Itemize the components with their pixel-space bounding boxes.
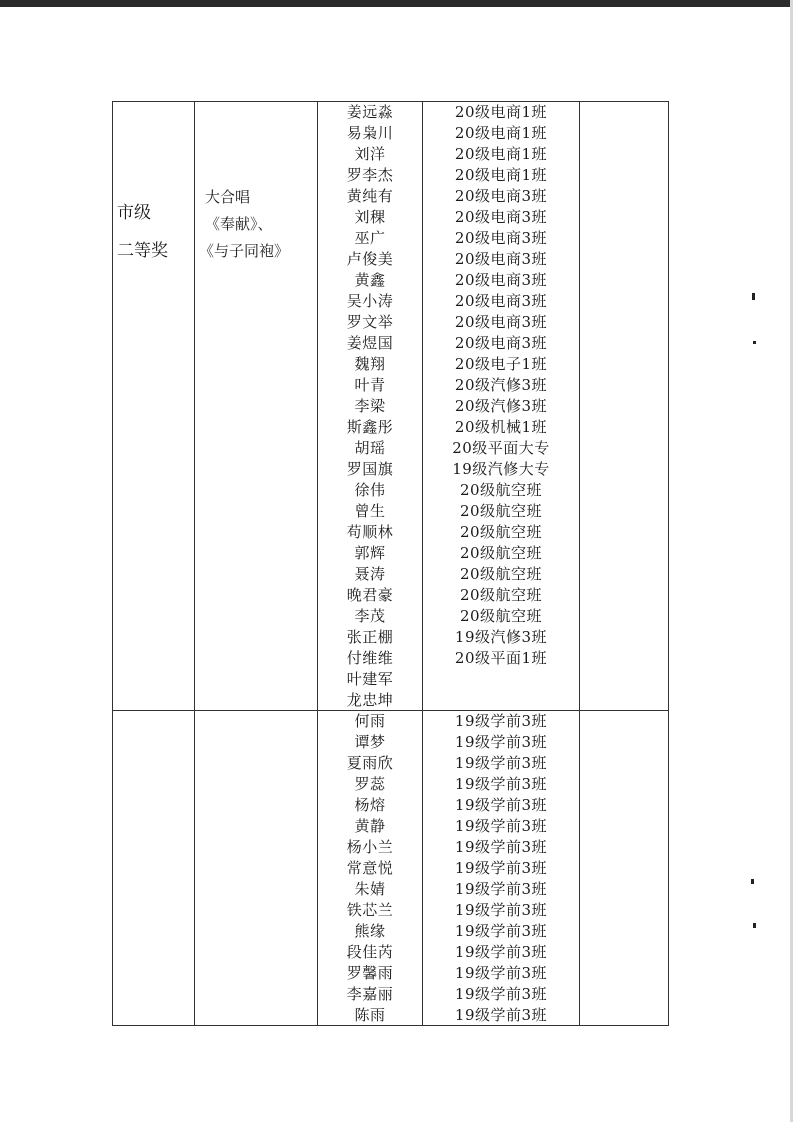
student-name: 斯鑫彤 xyxy=(346,418,394,436)
program-cell xyxy=(195,711,318,1026)
student-name: 黄纯有 xyxy=(346,187,394,205)
class-name: 20级电商3班 xyxy=(454,229,548,247)
class-name: 20级机械1班 xyxy=(454,418,548,436)
names-cell xyxy=(318,711,423,1026)
scan-top-edge xyxy=(0,0,793,7)
class-name: 20级航空班 xyxy=(459,586,543,604)
student-name: 刘洋 xyxy=(354,145,386,163)
student-name: 李嘉丽 xyxy=(346,985,394,1003)
award-group-row xyxy=(113,102,669,711)
names-list xyxy=(318,102,422,710)
class-name: 19级学前3班 xyxy=(454,712,548,730)
class-name: 19级学前3班 xyxy=(454,817,548,835)
class-name: 20级电商3班 xyxy=(454,292,548,310)
student-name: 叶青 xyxy=(354,376,386,394)
student-name: 黄鑫 xyxy=(354,271,386,289)
class-name: 20级电商3班 xyxy=(454,313,548,331)
class-name: 20级电商1班 xyxy=(454,166,548,184)
class-name: 19级学前3班 xyxy=(454,859,548,877)
remarks-cell xyxy=(580,711,669,1026)
class-name: 19级学前3班 xyxy=(454,964,548,982)
student-name: 姜远淼 xyxy=(346,103,394,121)
student-name: 罗蕊 xyxy=(354,775,386,793)
remarks-cell xyxy=(580,102,669,711)
class-name: 19级学前3班 xyxy=(454,733,548,751)
student-name: 易枭川 xyxy=(346,124,394,142)
classes-list xyxy=(423,102,579,710)
student-name: 谭梦 xyxy=(354,733,386,751)
class-name: 20级航空班 xyxy=(459,502,543,520)
scan-speck xyxy=(753,923,756,928)
names-cell xyxy=(318,102,423,711)
student-name: 付维维 xyxy=(346,649,394,667)
student-name: 聂涛 xyxy=(354,565,386,583)
student-name: 杨小兰 xyxy=(346,838,394,856)
class-name: 20级航空班 xyxy=(459,607,543,625)
class-name: 19级学前3班 xyxy=(454,1006,548,1024)
names-list xyxy=(318,711,422,1025)
student-name: 巫广 xyxy=(354,229,386,247)
class-name: 20级平面1班 xyxy=(454,649,548,667)
scan-speck xyxy=(753,341,756,344)
student-name: 朱婧 xyxy=(354,880,386,898)
class-name: 20级电商3班 xyxy=(454,334,548,352)
classes-cell xyxy=(423,711,580,1026)
class-name: 20级电子1班 xyxy=(454,355,548,373)
scan-speck xyxy=(752,293,755,300)
classes-cell xyxy=(423,102,580,711)
student-name: 铁芯兰 xyxy=(346,901,394,919)
student-name: 段佳芮 xyxy=(346,943,394,961)
class-name: 19级学前3班 xyxy=(454,796,548,814)
classes-list xyxy=(423,711,579,1025)
student-name: 何雨 xyxy=(354,712,386,730)
class-name: 20级电商3班 xyxy=(454,187,548,205)
class-name: 20级电商3班 xyxy=(454,271,548,289)
student-name: 黄静 xyxy=(354,817,386,835)
student-name: 徐伟 xyxy=(354,481,386,499)
student-name: 刘稞 xyxy=(354,208,386,226)
class-name: 19级汽修大专 xyxy=(452,460,550,478)
student-name: 姜煜国 xyxy=(346,334,394,352)
student-name: 罗文举 xyxy=(346,313,394,331)
class-name: 20级航空班 xyxy=(459,523,543,541)
class-name: 20级航空班 xyxy=(459,481,543,499)
class-name: 19级学前3班 xyxy=(454,901,548,919)
class-name: 20级航空班 xyxy=(459,544,543,562)
student-name: 魏翔 xyxy=(354,355,386,373)
program-cell xyxy=(195,102,318,711)
student-name: 罗馨雨 xyxy=(346,964,394,982)
student-name: 李茂 xyxy=(354,607,386,625)
student-name: 曾生 xyxy=(354,502,386,520)
class-name: 19级学前3班 xyxy=(454,838,548,856)
class-name: 19级学前3班 xyxy=(454,985,548,1003)
class-name: 20级航空班 xyxy=(459,565,543,583)
class-name: 20级电商1班 xyxy=(454,124,548,142)
class-name: 19级学前3班 xyxy=(454,775,548,793)
student-name: 李梁 xyxy=(354,397,386,415)
award-level-line: 市级 xyxy=(117,203,151,223)
student-name: 陈雨 xyxy=(354,1006,386,1024)
class-name: 20级汽修3班 xyxy=(454,397,548,415)
program-line: 《奉献》、 xyxy=(205,215,273,233)
class-name: 19级学前3班 xyxy=(454,880,548,898)
class-name: 20级电商1班 xyxy=(454,103,548,121)
class-name: 20级电商3班 xyxy=(454,208,548,226)
class-name: 20级电商1班 xyxy=(454,145,548,163)
class-name: 20级平面大专 xyxy=(452,439,550,457)
program-line: 大合唱 xyxy=(205,188,251,206)
student-name: 龙忠坤 xyxy=(346,691,394,709)
class-name: 19级学前3班 xyxy=(454,943,548,961)
student-name: 晚君豪 xyxy=(346,586,394,604)
student-name: 郭辉 xyxy=(354,544,386,562)
student-name: 熊缘 xyxy=(354,922,386,940)
class-name: 19级学前3班 xyxy=(454,922,548,940)
student-name: 吴小涛 xyxy=(346,292,394,310)
student-name: 夏雨欣 xyxy=(346,754,394,772)
student-name: 卢俊美 xyxy=(346,250,394,268)
awards-table xyxy=(112,101,669,1026)
student-name: 常意悦 xyxy=(346,859,394,877)
student-name: 罗李杰 xyxy=(346,166,394,184)
award-group-row xyxy=(113,711,669,1026)
class-name: 19级学前3班 xyxy=(454,754,548,772)
award-level-cell xyxy=(113,711,195,1026)
class-name: 20级汽修3班 xyxy=(454,376,548,394)
class-name: 19级汽修3班 xyxy=(454,628,548,646)
student-name: 杨熔 xyxy=(354,796,386,814)
award-level-cell xyxy=(113,102,195,711)
award-level-line: 二等奖 xyxy=(117,241,168,261)
student-name: 苟顺林 xyxy=(346,523,394,541)
student-name: 胡瑶 xyxy=(354,439,386,457)
student-name: 张正棚 xyxy=(346,628,394,646)
class-name: 20级电商3班 xyxy=(454,250,548,268)
scan-speck xyxy=(751,879,754,884)
student-name: 罗国旗 xyxy=(346,460,394,478)
program-line: 《与子同袍》 xyxy=(199,242,290,260)
student-name: 叶建军 xyxy=(346,670,394,688)
